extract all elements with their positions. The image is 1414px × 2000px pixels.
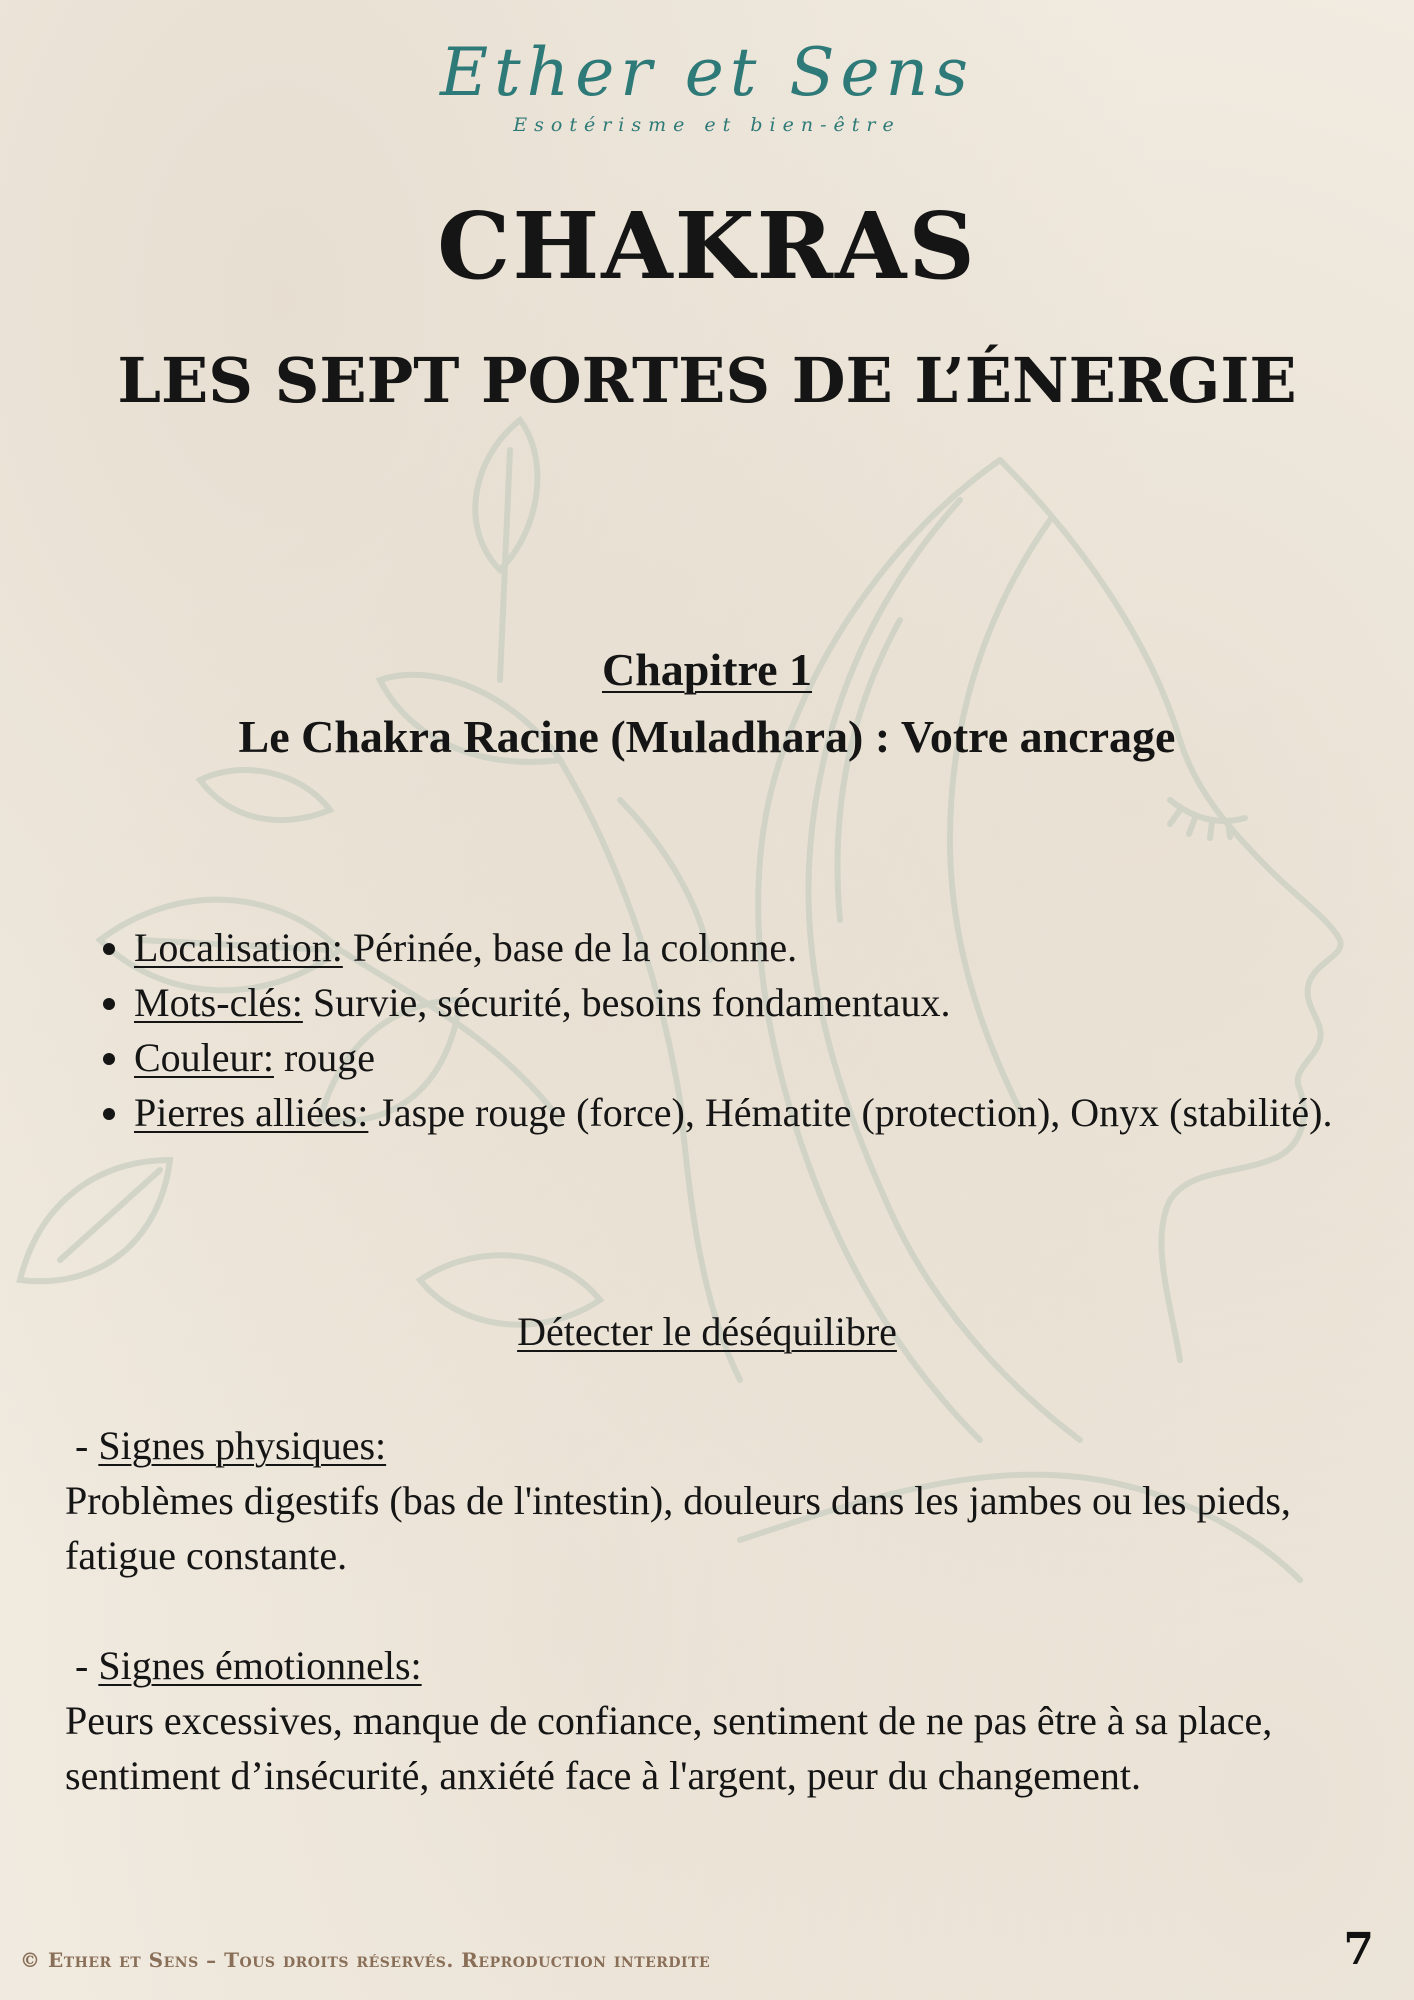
fact-label: Localisation:: [134, 925, 343, 970]
list-item: [134, 920, 1384, 975]
chakra-facts-list: [98, 920, 1384, 1140]
page-number: 7: [1343, 1924, 1374, 1975]
footer-copyright: © Ether et Sens – Tous droits réservés. Reproduction interdite: [20, 1948, 711, 1972]
emotional-signs-text: Peurs excessives, manque de confiance, sentiment de ne pas être à sa place, sentiment d’insécurité, anxiété face à l'argent, peur du changement.: [65, 1698, 1273, 1798]
brand-header: [0, 34, 1414, 136]
physical-signs-label-line: - Signes physiques:: [65, 1423, 387, 1468]
emotional-signs-block: [65, 1638, 1355, 1803]
fact-label: Pierres alliées:: [134, 1090, 369, 1135]
list-item: [134, 975, 1384, 1030]
emotional-signs-label: Signes émotionnels:: [98, 1643, 422, 1688]
fact-label: Mots-clés:: [134, 980, 303, 1025]
list-item: [134, 1030, 1384, 1085]
fact-value: Jaspe rouge (force), Hématite (protection), Onyx (stabilité).: [368, 1090, 1333, 1135]
imbalance-heading: Détecter le déséquilibre: [517, 1309, 897, 1354]
list-item: [134, 1085, 1384, 1140]
fact-value: Périnée, base de la colonne.: [342, 925, 798, 970]
fact-label: Couleur:: [134, 1035, 274, 1080]
chapter-title: Le Chakra Racine (Muladhara) : Votre ancrage: [238, 711, 1176, 762]
brand-logo-name: Ether et Sens: [439, 34, 974, 111]
physical-signs-label: Signes physiques:: [98, 1423, 387, 1468]
fact-value: rouge: [273, 1035, 376, 1080]
physical-signs-block: [65, 1418, 1355, 1583]
brand-tagline: Esotérisme et bien-être: [513, 114, 901, 136]
page-title: CHAKRAS: [437, 192, 977, 300]
page-subtitle: LES SEPT PORTES DE L’ÉNERGIE: [117, 344, 1297, 417]
emotional-signs-label-line: - Signes émotionnels:: [65, 1643, 422, 1688]
chapter-label: Chapitre 1: [602, 644, 812, 695]
fact-value: Survie, sécurité, besoins fondamentaux.: [302, 980, 951, 1025]
physical-signs-text: Problèmes digestifs (bas de l'intestin), douleurs dans les jambes ou les pieds, fatigue constante.: [65, 1478, 1291, 1578]
